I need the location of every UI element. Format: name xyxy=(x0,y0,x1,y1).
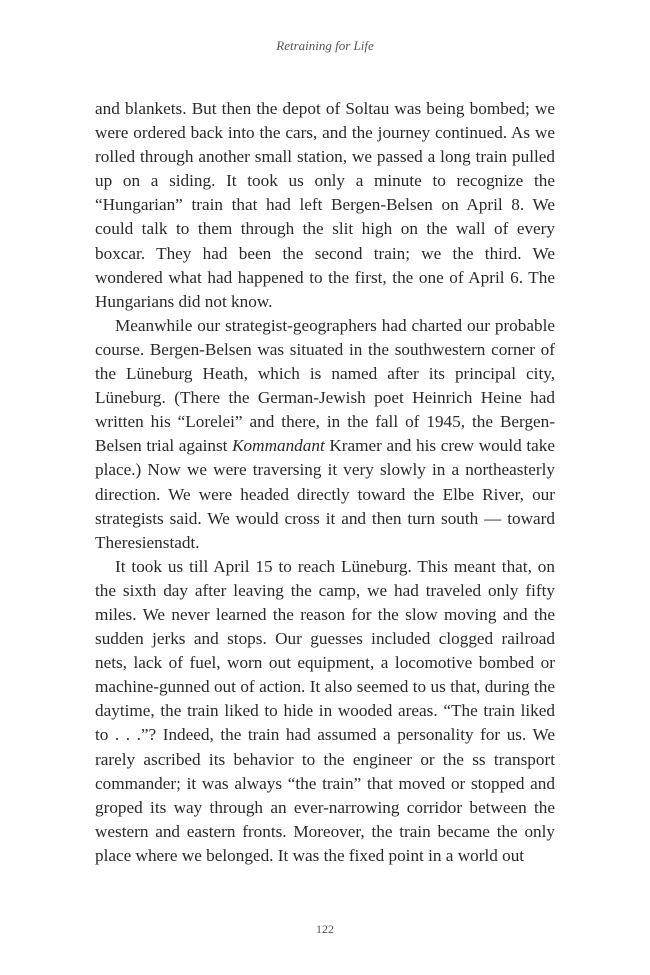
paragraph-text: Kramer and his crew would take place.) Now we were traversing it very slowly in a northeasterly direction. We were headed directly toward the Elbe River, our strategists said. We would cross it and then turn south — toward Theresienstadt. xyxy=(95,436,555,552)
paragraph xyxy=(95,314,555,555)
running-head: Retraining for Life xyxy=(276,38,374,53)
body-text xyxy=(95,97,555,868)
paragraph: and blankets. But then the depot of Soltau was being bombed; we were ordered back into the cars, and the journey continued. As we rolled through another small station, we passed a long train pulled up on a siding. It took us only a minute to recognize the “Hungarian” train that had left Bergen-Belsen on April 8. We could talk to them through the slit high on the wall of every boxcar. They had been the second train; we the third. We wondered what had happened to the first, the one of April 6. The Hungarians did not know. xyxy=(95,99,555,311)
paragraph: It took us till April 15 to reach Lüneburg. This meant that, on the sixth day after leaving the camp, we had traveled only fifty miles. We never learned the reason for the slow moving and the sudden jerks and stops. Our guesses included clogged railroad nets, lack of fuel, worn out equipment, a locomotive bombed or machine-gunned out of action. It also seemed to us that, during the daytime, the train liked to hide in wooded areas. “The train liked to . . .”? Indeed, the train had assumed a personality for us. We rarely ascribed its behavior to the engineer or the ss transport commander; it was always “the train” that moved or stopped and groped its way through an ever-narrowing corridor between the western and eastern fronts. Moreover, the train became the only place where we belonged. It was the fixed point in a world out xyxy=(95,556,555,865)
paragraph-text: Meanwhile our strategist-geographers had charted our probable course. Bergen-Belsen was situated in the southwestern corner of the Lüneburg Heath, which is named after its principal city, Lüneburg. (There the German-Jewish poet Heinrich Heine had written his “Lorelei” and there, in the fall of 1945, the Bergen-Belsen trial against xyxy=(95,315,555,456)
page-number: 122 xyxy=(316,922,334,936)
italic-term: Kommandant xyxy=(232,436,325,456)
